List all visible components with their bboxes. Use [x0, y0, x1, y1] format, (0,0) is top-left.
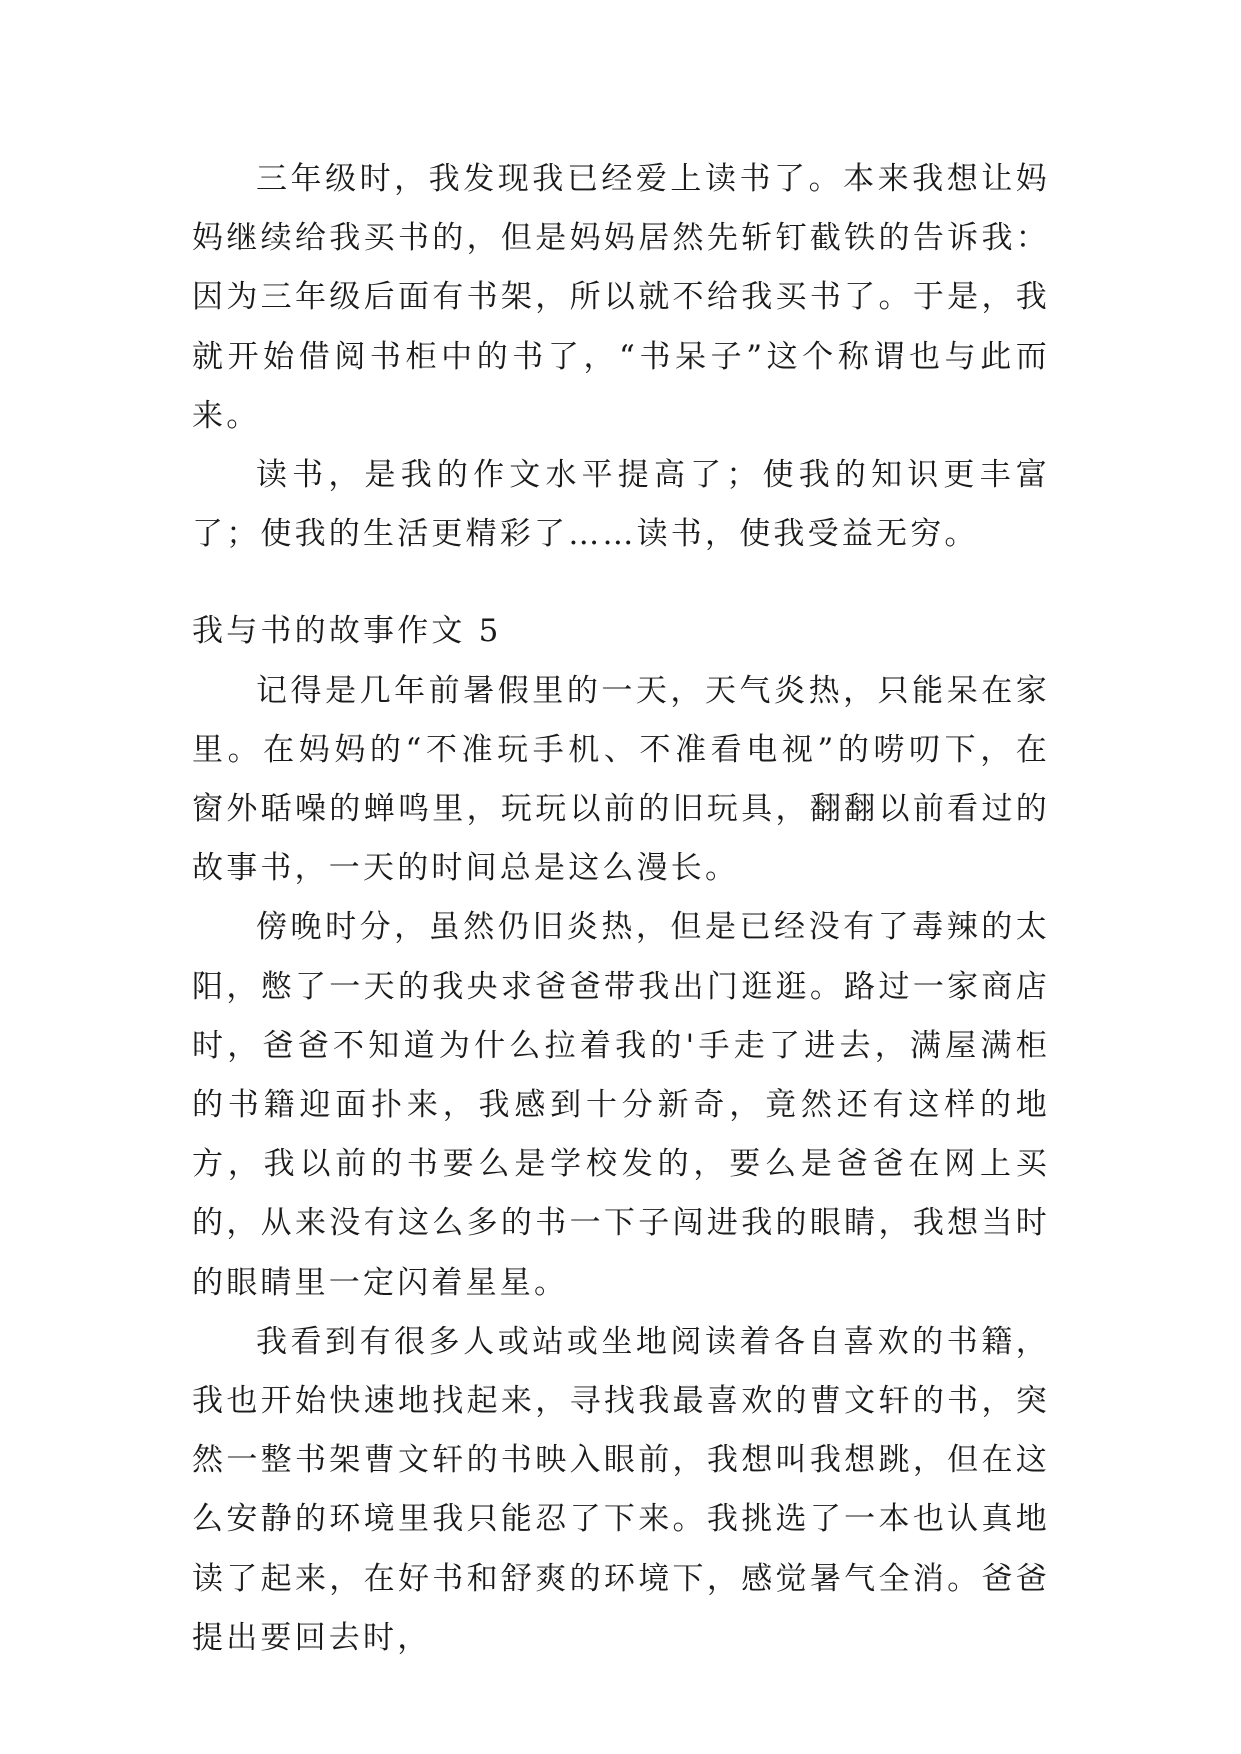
- paragraph: 我看到有很多人或站或坐地阅读着各自喜欢的书籍，我也开始快速地找起来，寻找我最喜欢的曹文轩的书，突然一整书架曹文轩的书映入眼前，我想叫我想跳，但在这么安静的环境里我只能忍了下来。我挑选了一本也认真地读了起来，在好书和舒爽的环境下，感觉暑气全消。爸爸提出要回去时，: [192, 1323, 1050, 1656]
- paragraph: 三年级时，我发现我已经爱上读书了。本来我想让妈妈继续给我买书的，但是妈妈居然先斩钉截铁的告诉我：因为三年级后面有书架，所以就不给我买书了。于是，我就开始借阅书柜中的书了，“书呆子”这个称谓也与此而来。: [192, 161, 1050, 434]
- paragraph: 记得是几年前暑假里的一天，天气炎热，只能呆在家里。在妈妈的“不准玩手机、不准看电视”的唠叨下，在窗外聒噪的蝉鸣里，玩玩以前的旧玩具，翻翻以前看过的故事书，一天的时间总是这么漫长。: [192, 672, 1050, 887]
- paragraph: 傍晚时分，虽然仍旧炎热，但是已经没有了毒辣的太阳，憋了一天的我央求爸爸带我出门逛逛。路过一家商店时，爸爸不知道为什么拉着我的'手走了进去，满屋满柜的书籍迎面扑来，我感到十分新奇，竟然还有这样的地方，我以前的书要么是学校发的，要么是爸爸在网上买的，从来没有这么多的书一下子闯进我的眼睛，我想当时的眼睛里一定闪着星星。: [192, 909, 1050, 1301]
- document-page: [192, 150, 1050, 1668]
- essay-heading: 我与书的故事作文 5: [192, 613, 502, 650]
- paragraph: 读书，是我的作文水平提高了；使我的知识更丰富了；使我的生活更精彩了……读书，使我受益无穷。: [192, 457, 1050, 553]
